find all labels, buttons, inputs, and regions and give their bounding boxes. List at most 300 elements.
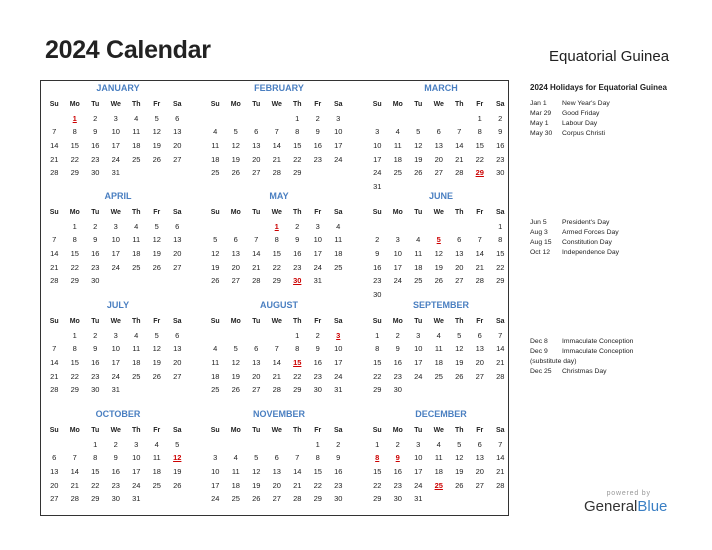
weekday-header: Su	[210, 209, 220, 216]
holiday-day: 25	[434, 480, 443, 490]
day: 18	[434, 358, 443, 368]
holiday-day: 8	[375, 453, 380, 463]
day: 22	[475, 154, 484, 164]
weekday-header: Mo	[69, 427, 80, 434]
day: 17	[313, 249, 322, 259]
day: 9	[93, 344, 98, 354]
holiday-name: Good Friday	[562, 110, 600, 117]
day: 13	[173, 344, 182, 354]
month-november	[202, 407, 352, 513]
day: 21	[272, 371, 281, 381]
day: 31	[373, 182, 382, 192]
weekday-header: Th	[454, 427, 464, 434]
day: 17	[393, 262, 402, 272]
holiday-date: Dec 8	[530, 338, 548, 345]
empty-day	[287, 438, 308, 452]
weekday-header: Su	[372, 209, 382, 216]
day: 18	[414, 262, 423, 272]
day: 20	[173, 141, 182, 151]
day: 14	[496, 344, 505, 354]
holiday-group	[530, 218, 700, 258]
day: 11	[414, 249, 423, 259]
day: 23	[393, 480, 402, 490]
weekday-header: Th	[131, 318, 141, 325]
day: 3	[113, 330, 118, 340]
month-days-grid	[205, 315, 352, 397]
day: 26	[173, 480, 182, 490]
day: 27	[434, 168, 443, 178]
day: 23	[496, 154, 505, 164]
month-name: JULY	[106, 300, 130, 310]
day: 7	[457, 127, 462, 137]
day: 25	[211, 385, 220, 395]
empty-day	[246, 220, 267, 234]
weekday-header: Fr	[476, 209, 484, 216]
day: 1	[295, 330, 300, 340]
day: 11	[393, 141, 402, 151]
day: 15	[475, 141, 484, 151]
day: 10	[334, 127, 343, 137]
empty-day	[205, 329, 226, 343]
day: 11	[231, 467, 240, 477]
day: 13	[455, 249, 464, 259]
month-october	[41, 407, 191, 513]
day: 3	[113, 113, 118, 123]
weekday-header: Sa	[172, 101, 182, 108]
weekday-header: Fr	[153, 427, 161, 434]
day: 5	[457, 439, 462, 449]
day: 10	[414, 344, 423, 354]
day: 30	[334, 494, 343, 504]
day: 2	[395, 439, 400, 449]
day: 23	[91, 371, 100, 381]
day: 3	[213, 453, 218, 463]
day: 1	[315, 439, 320, 449]
day: 21	[455, 154, 464, 164]
day: 19	[152, 249, 161, 259]
day: 24	[334, 154, 343, 164]
day: 9	[93, 235, 98, 245]
month-name: JUNE	[428, 191, 453, 201]
weekday-header: Th	[131, 101, 141, 108]
day: 16	[334, 467, 343, 477]
weekday-header: Sa	[333, 427, 343, 434]
day: 6	[175, 330, 180, 340]
weekday-header: Th	[131, 427, 141, 434]
holiday-item	[530, 357, 700, 367]
weekday-header: Tu	[414, 209, 423, 216]
day: 27	[173, 371, 182, 381]
day: 29	[70, 168, 79, 178]
day: 5	[233, 127, 238, 137]
day: 29	[293, 385, 302, 395]
day: 9	[375, 249, 380, 259]
day: 25	[334, 262, 343, 272]
day: 24	[414, 371, 423, 381]
weekday-header: Sa	[495, 318, 505, 325]
day: 3	[416, 439, 421, 449]
day: 24	[414, 480, 423, 490]
day: 19	[414, 154, 423, 164]
day: 2	[315, 330, 320, 340]
weekday-header: Mo	[69, 101, 80, 108]
day: 5	[175, 439, 180, 449]
day: 25	[152, 480, 161, 490]
day: 28	[496, 480, 505, 490]
day: 18	[132, 141, 141, 151]
day: 16	[373, 262, 382, 272]
empty-day	[205, 220, 226, 234]
day: 23	[293, 262, 302, 272]
day: 20	[252, 371, 261, 381]
holiday-date: Jun 5	[530, 219, 547, 226]
day: 7	[274, 127, 279, 137]
day: 26	[455, 371, 464, 381]
empty-day	[246, 329, 267, 343]
weekday-header: Th	[454, 101, 464, 108]
weekday-header: Mo	[392, 101, 403, 108]
day: 27	[475, 480, 484, 490]
day: 28	[272, 385, 281, 395]
month-days-grid	[44, 98, 191, 180]
day: 6	[254, 127, 259, 137]
day: 13	[50, 467, 59, 477]
month-august	[202, 298, 352, 404]
day: 12	[152, 235, 161, 245]
weekday-header: Th	[454, 209, 464, 216]
brand-name-general: General	[584, 498, 638, 515]
holiday-name: New Year's Day	[562, 100, 610, 107]
day: 27	[231, 276, 240, 286]
day: 2	[315, 113, 320, 123]
day: 19	[231, 154, 240, 164]
month-name: MAY	[269, 191, 289, 201]
empty-day	[226, 438, 247, 452]
day: 4	[213, 127, 218, 137]
day: 8	[72, 127, 77, 137]
day: 14	[50, 141, 59, 151]
day: 15	[272, 249, 281, 259]
day: 29	[91, 494, 100, 504]
day: 30	[91, 276, 100, 286]
holiday-item	[530, 238, 700, 248]
day: 23	[313, 154, 322, 164]
weekday-header: We	[433, 318, 444, 325]
holiday-date: Aug 15	[530, 239, 552, 246]
day: 7	[295, 453, 300, 463]
day: 23	[91, 262, 100, 272]
month-april	[41, 189, 191, 295]
day: 8	[72, 235, 77, 245]
weekday-header: Mo	[69, 318, 80, 325]
holiday-day: 1	[72, 113, 77, 123]
day: 12	[231, 358, 240, 368]
day: 19	[152, 358, 161, 368]
day: 19	[152, 141, 161, 151]
holiday-item	[530, 367, 700, 377]
day: 24	[334, 371, 343, 381]
month-name: NOVEMBER	[252, 409, 305, 419]
day: 2	[113, 439, 118, 449]
holiday-item	[530, 248, 700, 258]
day: 14	[272, 358, 281, 368]
day: 1	[498, 221, 503, 231]
day: 14	[272, 141, 281, 151]
holiday-name: (substitute day)	[530, 358, 577, 365]
day: 16	[393, 358, 402, 368]
month-february	[202, 81, 352, 187]
day: 24	[393, 276, 402, 286]
day: 14	[496, 453, 505, 463]
empty-day	[226, 220, 247, 234]
day: 1	[72, 330, 77, 340]
weekday-header: Tu	[414, 318, 423, 325]
day: 11	[132, 235, 141, 245]
day: 9	[315, 127, 320, 137]
weekday-header: Mo	[230, 101, 241, 108]
day: 6	[477, 439, 482, 449]
day: 9	[295, 235, 300, 245]
day: 29	[313, 494, 322, 504]
day: 19	[173, 467, 182, 477]
holiday-name: Labour Day	[562, 120, 598, 127]
holiday-item	[530, 347, 700, 357]
weekday-header: Su	[49, 209, 59, 216]
weekday-header: Mo	[392, 318, 403, 325]
day: 27	[50, 494, 59, 504]
day: 22	[293, 371, 302, 381]
day: 3	[395, 235, 400, 245]
day: 8	[315, 453, 320, 463]
weekday-header: Mo	[230, 427, 241, 434]
day: 26	[152, 154, 161, 164]
brand-name-blue: Blue	[637, 498, 668, 515]
day: 5	[154, 330, 159, 340]
day: 20	[50, 480, 59, 490]
weekday-header: We	[271, 318, 282, 325]
day: 21	[50, 154, 59, 164]
day: 11	[434, 453, 443, 463]
day: 3	[416, 330, 421, 340]
weekday-header: Tu	[252, 101, 261, 108]
weekday-header: Sa	[333, 318, 343, 325]
weekday-header: Su	[49, 101, 59, 108]
day: 28	[252, 276, 261, 286]
day: 10	[211, 467, 220, 477]
day: 16	[293, 249, 302, 259]
day: 14	[50, 249, 59, 259]
weekday-header: Fr	[314, 427, 322, 434]
day: 28	[455, 168, 464, 178]
holiday-day: 5	[436, 235, 441, 245]
day: 14	[475, 249, 484, 259]
empty-day	[449, 112, 470, 126]
month-june	[364, 189, 514, 300]
day: 26	[434, 276, 443, 286]
day: 10	[334, 344, 343, 354]
weekday-header: Su	[49, 318, 59, 325]
day: 11	[334, 235, 343, 245]
day: 7	[274, 344, 279, 354]
day: 14	[70, 467, 79, 477]
day: 17	[373, 154, 382, 164]
day: 23	[313, 371, 322, 381]
day: 22	[313, 480, 322, 490]
day: 31	[313, 276, 322, 286]
day: 24	[111, 371, 120, 381]
empty-day	[205, 438, 226, 452]
day: 24	[111, 262, 120, 272]
powered-by-label: powered by	[606, 490, 651, 497]
day: 20	[455, 262, 464, 272]
day: 26	[211, 276, 220, 286]
day: 19	[455, 467, 464, 477]
day: 18	[132, 358, 141, 368]
weekday-header: Fr	[153, 209, 161, 216]
day: 13	[252, 141, 261, 151]
empty-day	[246, 112, 267, 126]
day: 10	[414, 453, 423, 463]
holiday-item	[530, 109, 700, 119]
holiday-date: Mar 29	[530, 110, 552, 117]
month-days-grid	[367, 424, 514, 506]
day: 6	[233, 235, 238, 245]
holiday-name: Christmas Day	[562, 368, 607, 375]
day: 20	[173, 249, 182, 259]
weekday-header: Th	[292, 318, 302, 325]
day: 19	[252, 480, 261, 490]
day: 6	[175, 221, 180, 231]
day: 2	[336, 439, 341, 449]
weekday-header: Sa	[495, 209, 505, 216]
day: 12	[414, 141, 423, 151]
day: 12	[455, 453, 464, 463]
day: 16	[313, 358, 322, 368]
day: 17	[111, 141, 120, 151]
day: 15	[70, 358, 79, 368]
day: 26	[414, 168, 423, 178]
brand-logo	[584, 490, 667, 515]
day: 22	[373, 480, 382, 490]
day: 22	[272, 262, 281, 272]
holiday-date: Oct 12	[530, 249, 551, 256]
day: 22	[70, 262, 79, 272]
weekday-header: Tu	[252, 318, 261, 325]
day: 1	[375, 330, 380, 340]
month-name: MARCH	[424, 83, 458, 93]
day: 4	[395, 127, 400, 137]
day: 23	[393, 371, 402, 381]
day: 30	[373, 290, 382, 300]
holiday-item	[530, 129, 700, 139]
day: 15	[70, 249, 79, 259]
day: 13	[475, 344, 484, 354]
holiday-date: May 30	[530, 130, 553, 137]
empty-day	[226, 329, 247, 343]
day: 8	[274, 235, 279, 245]
day: 20	[272, 480, 281, 490]
day: 6	[274, 453, 279, 463]
holiday-date: Dec 25	[530, 368, 552, 375]
holiday-name: Corpus Christi	[562, 130, 606, 137]
day: 27	[475, 371, 484, 381]
empty-day	[367, 220, 388, 234]
empty-day	[226, 112, 247, 126]
weekday-header: Tu	[414, 101, 423, 108]
day: 13	[475, 453, 484, 463]
day: 6	[436, 127, 441, 137]
day: 28	[50, 276, 59, 286]
weekday-header: We	[110, 318, 121, 325]
day: 28	[50, 385, 59, 395]
holiday-day: 3	[336, 330, 341, 340]
weekday-header: Su	[372, 427, 382, 434]
day: 28	[496, 371, 505, 381]
day: 15	[293, 141, 302, 151]
day: 7	[52, 235, 57, 245]
day: 22	[496, 262, 505, 272]
holiday-item	[530, 119, 700, 129]
day: 4	[416, 235, 421, 245]
day: 24	[132, 480, 141, 490]
day: 1	[295, 113, 300, 123]
day: 11	[132, 127, 141, 137]
day: 4	[154, 439, 159, 449]
weekday-header: Th	[292, 101, 302, 108]
day: 25	[132, 154, 141, 164]
day: 2	[93, 113, 98, 123]
day: 28	[272, 168, 281, 178]
weekday-header: We	[110, 101, 121, 108]
weekday-header: Sa	[495, 427, 505, 434]
weekday-header: Su	[49, 427, 59, 434]
day: 27	[252, 168, 261, 178]
day: 21	[50, 262, 59, 272]
day: 17	[334, 141, 343, 151]
weekday-header: Su	[372, 101, 382, 108]
day: 8	[295, 127, 300, 137]
day: 14	[252, 249, 261, 259]
empty-day	[408, 220, 429, 234]
day: 3	[315, 221, 320, 231]
day: 2	[295, 221, 300, 231]
day: 21	[50, 371, 59, 381]
empty-day	[246, 438, 267, 452]
day: 2	[498, 113, 503, 123]
day: 3	[113, 221, 118, 231]
day: 1	[72, 221, 77, 231]
holiday-group	[530, 99, 700, 139]
day: 4	[436, 330, 441, 340]
holiday-name: Immaculate Conception	[562, 348, 634, 355]
holiday-date: Aug 3	[530, 229, 548, 236]
day: 13	[173, 127, 182, 137]
day: 15	[373, 467, 382, 477]
day: 29	[70, 276, 79, 286]
empty-day	[449, 220, 470, 234]
holiday-day: 1	[274, 221, 279, 231]
weekday-header: We	[271, 209, 282, 216]
day: 2	[93, 330, 98, 340]
month-days-grid	[367, 315, 514, 397]
day: 10	[111, 127, 120, 137]
weekday-header: Fr	[476, 427, 484, 434]
day: 18	[334, 249, 343, 259]
day: 10	[393, 249, 402, 259]
weekday-header: Th	[131, 209, 141, 216]
day: 1	[477, 113, 482, 123]
day: 29	[272, 276, 281, 286]
